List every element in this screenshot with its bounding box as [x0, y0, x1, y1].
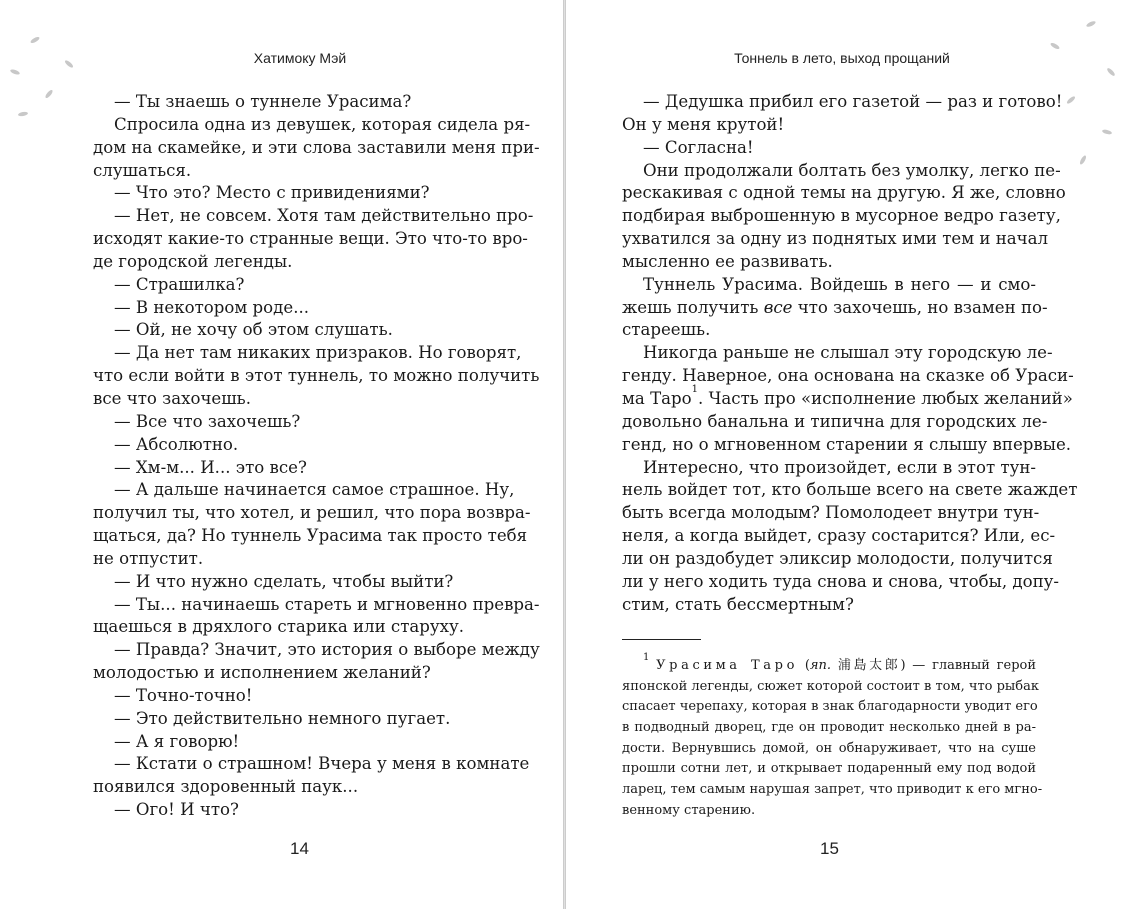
footnote-line: дости. Вернувшись домой, он обнаруживает, что на суше	[622, 740, 1036, 756]
text-line: — Что это? Место с привидениями?	[114, 183, 430, 203]
text-line: — А я говорю!	[114, 731, 240, 751]
text-line: — Ты... начинаешь стареть и мгновенно превра-	[114, 594, 540, 614]
footnote-divider	[622, 639, 701, 640]
text-run: жешь получить	[622, 297, 764, 317]
text-line: слушаться.	[93, 160, 192, 180]
petal-decoration	[1086, 20, 1097, 28]
text-line: — А дальше начинается самое страшное. Ну,	[114, 480, 515, 500]
text-line: щаешься в дряхлого старика или старуху.	[93, 617, 465, 637]
text-line: получил ты, что хотел, и решил, что пора возвра-	[93, 503, 531, 523]
text-line: ли у него ходить туда снова и снова, чтобы, допу-	[622, 571, 1060, 591]
text-line: — Абсолютно.	[114, 434, 239, 454]
footnote-text: — главный герой	[905, 658, 1037, 673]
text-run: что захочешь, но взамен по-	[792, 297, 1048, 317]
text-line: — Дедушка прибил его газетой — раз и готово!	[643, 92, 1063, 111]
petal-decoration	[1079, 155, 1087, 166]
petal-decoration	[1106, 67, 1116, 77]
running-head: Хатимоку Мэй	[253, 50, 347, 66]
text-line: — В некотором роде...	[114, 297, 310, 317]
right-text	[622, 91, 1078, 616]
text-line: — Да нет там никаких призраков. Но говорят,	[114, 343, 522, 363]
text-line: — И что нужно сделать, чтобы выйти?	[114, 571, 454, 591]
petal-decoration	[10, 68, 21, 75]
text-line: — Кстати о страшном! Вчера у меня в комнате	[114, 754, 530, 774]
text-line: Он у меня крутой!	[622, 114, 785, 134]
text-line: Спросила одна из девушек, которая сидела ря-	[114, 114, 531, 134]
text-line: стим, стать бессмертным?	[622, 594, 854, 614]
text-line: — Согласна!	[643, 137, 754, 157]
petal-decoration	[44, 89, 53, 99]
text-line: генд, но о мгновенном старении я слышу впервые.	[622, 434, 1072, 454]
text-line: ухватился за одну из поднятых ими тем и начал	[622, 229, 1049, 249]
text-line	[622, 297, 1048, 320]
petal-decoration	[30, 36, 41, 44]
text-line: — Ты знаешь о туннеле Урасима?	[114, 92, 412, 111]
footnote-line: японской легенды, сюжет которой состоит в том, что рыбак	[622, 678, 1039, 694]
text-line: Они продолжали болтать без умолку, легко пе-	[643, 160, 1061, 180]
text-line: генду. Наверное, она основана на сказке об Ураси-	[622, 366, 1074, 386]
text-line: молодостью и исполнением желаний?	[93, 663, 431, 683]
page-number: 14	[290, 839, 309, 858]
text-line: быть всегда молодым? Помолодеет внутри тун-	[622, 503, 1040, 523]
footnote-name: Урасима Таро	[656, 658, 799, 673]
text-line: — Это действительно немного пугает.	[114, 708, 451, 728]
footnote-line: ларец, тем самым нарушая запрет, что приводит к его мгно-	[622, 782, 1043, 798]
footnote	[622, 652, 1043, 822]
text-line: Интересно, что произойдет, если в этот тун-	[643, 457, 1037, 477]
text-line: — Ого! И что?	[114, 800, 239, 820]
text-line: — Страшилка?	[114, 274, 245, 294]
text-line: — Хм-м... И... это все?	[114, 457, 307, 477]
footnote-line	[622, 652, 1037, 677]
footnote-lang: яп.	[809, 658, 832, 673]
text-line: исходят какие-то странные вещи. Это что-то вро-	[93, 229, 528, 249]
text-line: неля, а когда выйдет, сразу состарится? Или, ес-	[622, 526, 1056, 546]
footnote-number: 1	[643, 652, 650, 663]
text-line: что если войти в этот туннель, то можно получить	[93, 366, 540, 386]
footnote-line: венному старению.	[622, 802, 756, 818]
text-line: появился здоровенный паук...	[93, 777, 359, 797]
text-line: не отпустит.	[93, 548, 204, 568]
text-line: — Нет, не совсем. Хотя там действительно про-	[114, 206, 534, 226]
footnote-reference[interactable]: 1	[691, 383, 699, 395]
page-number: 15	[820, 839, 839, 858]
text-line: — Ой, не хочу об этом слушать.	[114, 320, 393, 340]
text-line: подбирая выброшенную в мусорное ведро газету,	[622, 206, 1061, 226]
text-line: дом на скамейке, и эти слова заставили меня при-	[93, 137, 540, 157]
text-line: довольно банальна и типична для городских ле-	[622, 411, 1048, 431]
text-line: щаться, да? Но туннель Урасима так просто тебя	[93, 526, 528, 546]
left-text	[93, 91, 540, 822]
italic-word: все	[763, 297, 793, 317]
text-line	[622, 383, 1073, 411]
text-line: нель войдет тот, кто больше всего на свете жаждет	[622, 480, 1078, 500]
footnote-paren: (	[804, 658, 810, 673]
text-line: рескакивая с одной темы на другую. Я же, словно	[622, 183, 1066, 203]
text-line: мысленно ее развивать.	[622, 251, 833, 271]
petal-decoration	[1066, 95, 1076, 104]
right-page	[566, 0, 1125, 909]
text-line: стареешь.	[622, 320, 711, 340]
footnote-line: спасает черепаху, которая в знак благодарности уводит его	[622, 699, 1038, 715]
footnote-line: прошли сотни лет, и открывает подаренный ему под водой	[622, 761, 1036, 777]
text-line: ли он раздобудет эликсир молодости, получится	[622, 548, 1053, 568]
text-run: . Часть про «исполнение любых желаний»	[698, 388, 1073, 408]
petal-decoration	[18, 111, 29, 117]
petal-decoration	[1102, 129, 1113, 135]
text-run: ма Таро	[622, 388, 692, 408]
text-line: Туннель Урасима. Войдешь в него — и смо-	[643, 274, 1036, 294]
text-line: де городской легенды.	[93, 251, 293, 271]
running-head: Тоннель в лето, выход прощаний	[734, 50, 950, 66]
footnote-paren: )	[900, 658, 906, 673]
footnote-line: в подводный дворец, где он проводит несколько дней в ра-	[622, 720, 1036, 736]
text-line: — Точно-точно!	[114, 685, 253, 705]
text-line: — Правда? Значит, это история о выборе между	[114, 640, 540, 660]
text-line: все что захочешь.	[93, 388, 251, 408]
petal-decoration	[1050, 42, 1061, 50]
text-line: — Все что захочешь?	[114, 411, 301, 431]
text-line: Никогда раньше не слышал эту городскую ле-	[643, 343, 1053, 363]
footnote-japanese: 浦島太郎	[837, 658, 901, 673]
